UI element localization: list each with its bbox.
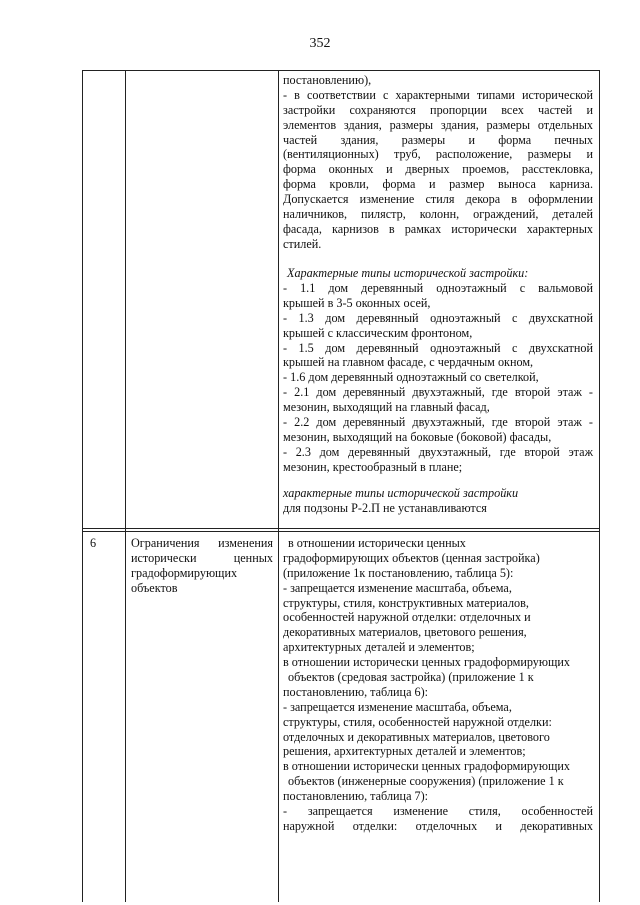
table-border-top <box>82 70 600 71</box>
row-top-content-part1 <box>283 73 593 252</box>
text-line: отделочных и декоративных материалов, цветового <box>283 729 550 744</box>
text-line: постановлению), <box>283 73 372 87</box>
text-line: стилей. <box>283 236 322 251</box>
title-line: объектов <box>131 580 178 595</box>
text-line: форма оконных и дверных проемов, расстекловка, <box>283 162 593 177</box>
text-line: наличников, пилястр, колонн, ограждений, деталей <box>283 207 593 222</box>
text-line: в отношении исторически ценных <box>288 536 466 550</box>
table-border-left <box>82 70 83 902</box>
text-line: структуры, стиля, особенностей наружной отделки: <box>283 714 552 729</box>
text-line: декоративных материалов, цветового решения, <box>283 625 527 640</box>
text-line: мезонин, выходящий на боковые (боковой) фасады, <box>283 429 552 444</box>
row-6-title <box>131 536 273 596</box>
page-number: 352 <box>309 36 331 51</box>
text-line: - 1.5 дом деревянный одноэтажный с двухскатной <box>283 340 593 355</box>
row-number: 6 <box>90 536 97 550</box>
text-line: в отношении исторически ценных градоформирующих <box>283 655 571 670</box>
title-line: исторически ценных <box>131 550 273 565</box>
text-line: частей здания, размеры и форма печных <box>283 132 593 147</box>
text-line: градоформирующих объектов (ценная застройка) <box>283 550 540 565</box>
subzone-text: для подзоны Р-2.П не устанавливаются <box>283 501 487 515</box>
text-line: фасада, карнизов в рамках исторически характерных <box>283 221 593 236</box>
text-line: форма кровли, форма и размер выноса карниза. <box>283 177 593 192</box>
text-line: крышей в 3-5 оконных осей, <box>283 295 431 310</box>
text-line: объектов (средовая застройка) (приложение 1 к <box>288 670 534 685</box>
text-line: постановлению, таблица 6): <box>283 684 429 699</box>
row-divider <box>82 528 600 529</box>
text-line: (приложение 1к постановлению, таблица 5): <box>283 565 514 580</box>
text-line: решения, архитектурных деталей и элементов; <box>283 744 526 759</box>
text-line: мезонин, выходящий на главный фасад, <box>283 400 490 415</box>
text-line: - запрещается изменение масштаба, объема, <box>283 699 512 714</box>
text-line: - запрещается изменение стиля, особенностей <box>283 804 593 819</box>
text-line: - запрещается изменение масштаба, объема, <box>283 580 512 595</box>
text-line: крышей с классическим фронтоном, <box>283 325 473 340</box>
text-line: в отношении исторически ценных градоформирующих <box>283 759 571 774</box>
title-line: Ограничения изменения <box>131 536 273 550</box>
table-border-right <box>599 70 600 902</box>
title-line: градоформирующих <box>131 565 238 580</box>
text-line: - 2.2 дом деревянный двухэтажный, где второй этаж - <box>283 415 593 430</box>
row-top-content-part2 <box>283 281 593 475</box>
table-border-col1 <box>125 70 126 902</box>
text-line: особенностей наружной отделки: отделочных и <box>283 610 531 625</box>
text-line: наружной отделки: отделочных и декоративных <box>283 818 593 833</box>
text-line: - 2.3 дом деревянный двухэтажный, где второй этаж <box>283 444 593 459</box>
text-line: структуры, стиля, конструктивных материалов, <box>283 595 529 610</box>
text-line: - 1.6 дом деревянный одноэтажный со светелкой, <box>283 370 539 385</box>
text-line: - в соответствии с характерными типами исторической <box>283 87 593 102</box>
text-line: мезонин, крестообразный в плане; <box>283 459 463 474</box>
text-line: объектов (инженерные сооружения) (приложение 1 к <box>288 774 564 789</box>
text-line: - 2.1 дом деревянный двухэтажный, где второй этаж - <box>283 385 593 400</box>
regulation-table <box>82 70 600 902</box>
text-line: элементов здания, размеры здания, размеры отдельных <box>283 117 593 132</box>
row-divider-second <box>82 531 600 532</box>
subzone-heading: характерные типы исторической застройки <box>283 486 519 500</box>
text-line: постановлению, таблица 7): <box>283 789 429 804</box>
types-heading: Характерные типы исторической застройки: <box>287 266 529 280</box>
text-line: крышей на главном фасаде, с чердачным окном, <box>283 355 534 370</box>
row-6-content <box>283 536 593 834</box>
text-line: Допускается изменение стиля декора в оформлении <box>283 192 593 207</box>
text-line: (вентиляционных) труб, расположение, размеры и <box>283 147 593 162</box>
text-line: - 1.3 дом деревянный одноэтажный с двухскатной <box>283 310 593 325</box>
text-line: архитектурных деталей и элементов; <box>283 640 475 655</box>
text-line: - 1.1 дом деревянный одноэтажный с вальмовой <box>283 281 593 295</box>
table-border-col2 <box>278 70 279 902</box>
text-line: застройки сохраняются пропорции всех частей и <box>283 102 593 117</box>
